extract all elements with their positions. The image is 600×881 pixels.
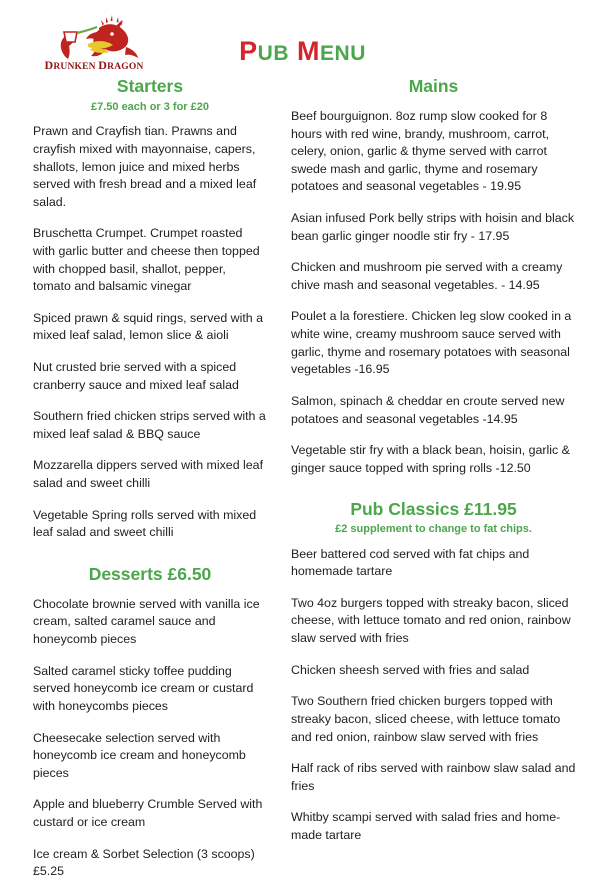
mains-heading-spacer	[291, 100, 576, 108]
starter-item: Mozzarella dippers served with mixed leaf salad and sweet chilli	[33, 458, 264, 491]
starter-item: Prawn and Crayfish tian. Prawns and crayfish mixed with mayonnaise, capers, shallots, lemon juice and mixed herbs served with fresh bread and a mixed leaf salad.	[33, 124, 257, 209]
main-item: Salmon, spinach & cheddar en croute served new potatoes and seasonal vegetables -14.95	[291, 393, 565, 426]
title-ub: UB	[257, 42, 289, 65]
logo-wordmark-d2: D	[98, 58, 108, 72]
main-item: Vegetable stir fry with a black bean, hoisin, garlic & ginger sauce topped with spring rolls -12.50	[291, 443, 570, 475]
page-title	[195, 36, 410, 67]
right-column	[285, 76, 600, 845]
menu-columns	[0, 76, 600, 881]
mains-heading: Mains	[408, 76, 459, 96]
dessert-item: Cheesecake selection served with honeycomb ice cream and honeycomb pieces	[33, 730, 246, 780]
pub-classic-item: Two 4oz burgers topped with streaky bacon, sliced cheese, with lettuce tomato and red onion, rainbow slaw served with fries	[291, 595, 571, 646]
section-spacer	[33, 556, 267, 564]
title-p: P	[239, 36, 258, 66]
starters-price-note: £7.50 each or 3 for £20	[90, 101, 209, 113]
pub-classic-item: Whitby scampi served with salad fries and home-made tartare	[291, 810, 561, 842]
starter-item: Southern fried chicken strips served with a mixed leaf salad & BBQ sauce	[33, 409, 266, 441]
starter-item: Vegetable Spring rolls served with mixed leaf salad and sweet chilli	[33, 507, 257, 540]
logo-wordmark-runken: RUNKEN	[53, 62, 99, 72]
pub-classic-item: Chicken sheesh served with fries and salad	[291, 662, 530, 677]
main-item: Poulet a la forestiere. Chicken leg slow cooked in a white wine, creamy mushroom sauce served with garlic, thyme and rosemary potatoes with seasonal vegetables -16.95	[291, 309, 572, 377]
main-item: Asian infused Pork belly strips with hoisin and black bean garlic ginger noodle stir fry - 17.95	[291, 211, 575, 243]
desserts-heading: Desserts £6.50	[88, 563, 212, 584]
pub-classic-item: Two Southern fried chicken burgers topped with streaky bacon, sliced cheese, with lettuce tomato and red onion, rainbow slaw served with fries	[291, 694, 561, 744]
menu-header	[0, 0, 600, 76]
pub-classic-item: Beer battered cod served with fat chips and homemade tartare	[291, 546, 530, 579]
pub-classics-heading: Pub Classics £11.95	[350, 499, 517, 520]
desserts-heading-spacer	[33, 588, 267, 596]
starter-item: Spiced prawn & squid rings, served with a mixed leaf salad, lemon slice & aioli	[33, 310, 264, 343]
drunken-dragon-logo	[44, 14, 144, 76]
dessert-item: Apple and blueberry Crumble Served with custard or ice cream	[33, 797, 263, 829]
dessert-item: Salted caramel sticky toffee pudding served honeycomb ice cream or custard with honeycombs pieces	[33, 663, 254, 713]
pub-classic-item: Half rack of ribs served with rainbow slaw salad and fries	[291, 761, 576, 793]
dragon-icon	[44, 14, 144, 64]
starter-item: Bruschetta Crumpet. Crumpet roasted with garlic butter and cheese then topped with chopped basil, shallot, pepper, tomato and balsamic vinegar	[33, 226, 260, 294]
dessert-item: Ice cream & Sorbet Selection (3 scoops) £5.25	[33, 846, 255, 879]
logo-wordmark-ragon: RAGON	[107, 62, 144, 72]
dessert-item: Chocolate brownie served with vanilla ice cream, salted caramel sauce and honeycomb pieces	[33, 596, 260, 647]
starter-item: Nut crusted brie served with a spiced cranberry sauce and mixed leaf salad	[33, 360, 239, 392]
logo-wordmark-d1: D	[44, 58, 54, 72]
left-column	[0, 76, 285, 881]
main-item: Chicken and mushroom pie served with a creamy chive mash and seasonal vegetables. - 14.95	[291, 260, 563, 292]
section-spacer	[291, 491, 576, 499]
logo-wordmark	[44, 58, 144, 73]
title-m: M	[297, 36, 321, 66]
main-item: Beef bourguignon. 8oz rump slow cooked for 8 hours with red wine, brandy, mushroom, carrot, celery, onion, garlic & thyme served with carrot swede mash and garlic, thyme and rosemary potatoes and seasonal vegetables - 19.95	[291, 109, 550, 194]
title-enu: ENU	[320, 42, 366, 65]
pub-classics-supplement-note: £2 supplement to change to fat chips.	[335, 523, 532, 536]
starters-heading: Starters	[116, 76, 184, 96]
